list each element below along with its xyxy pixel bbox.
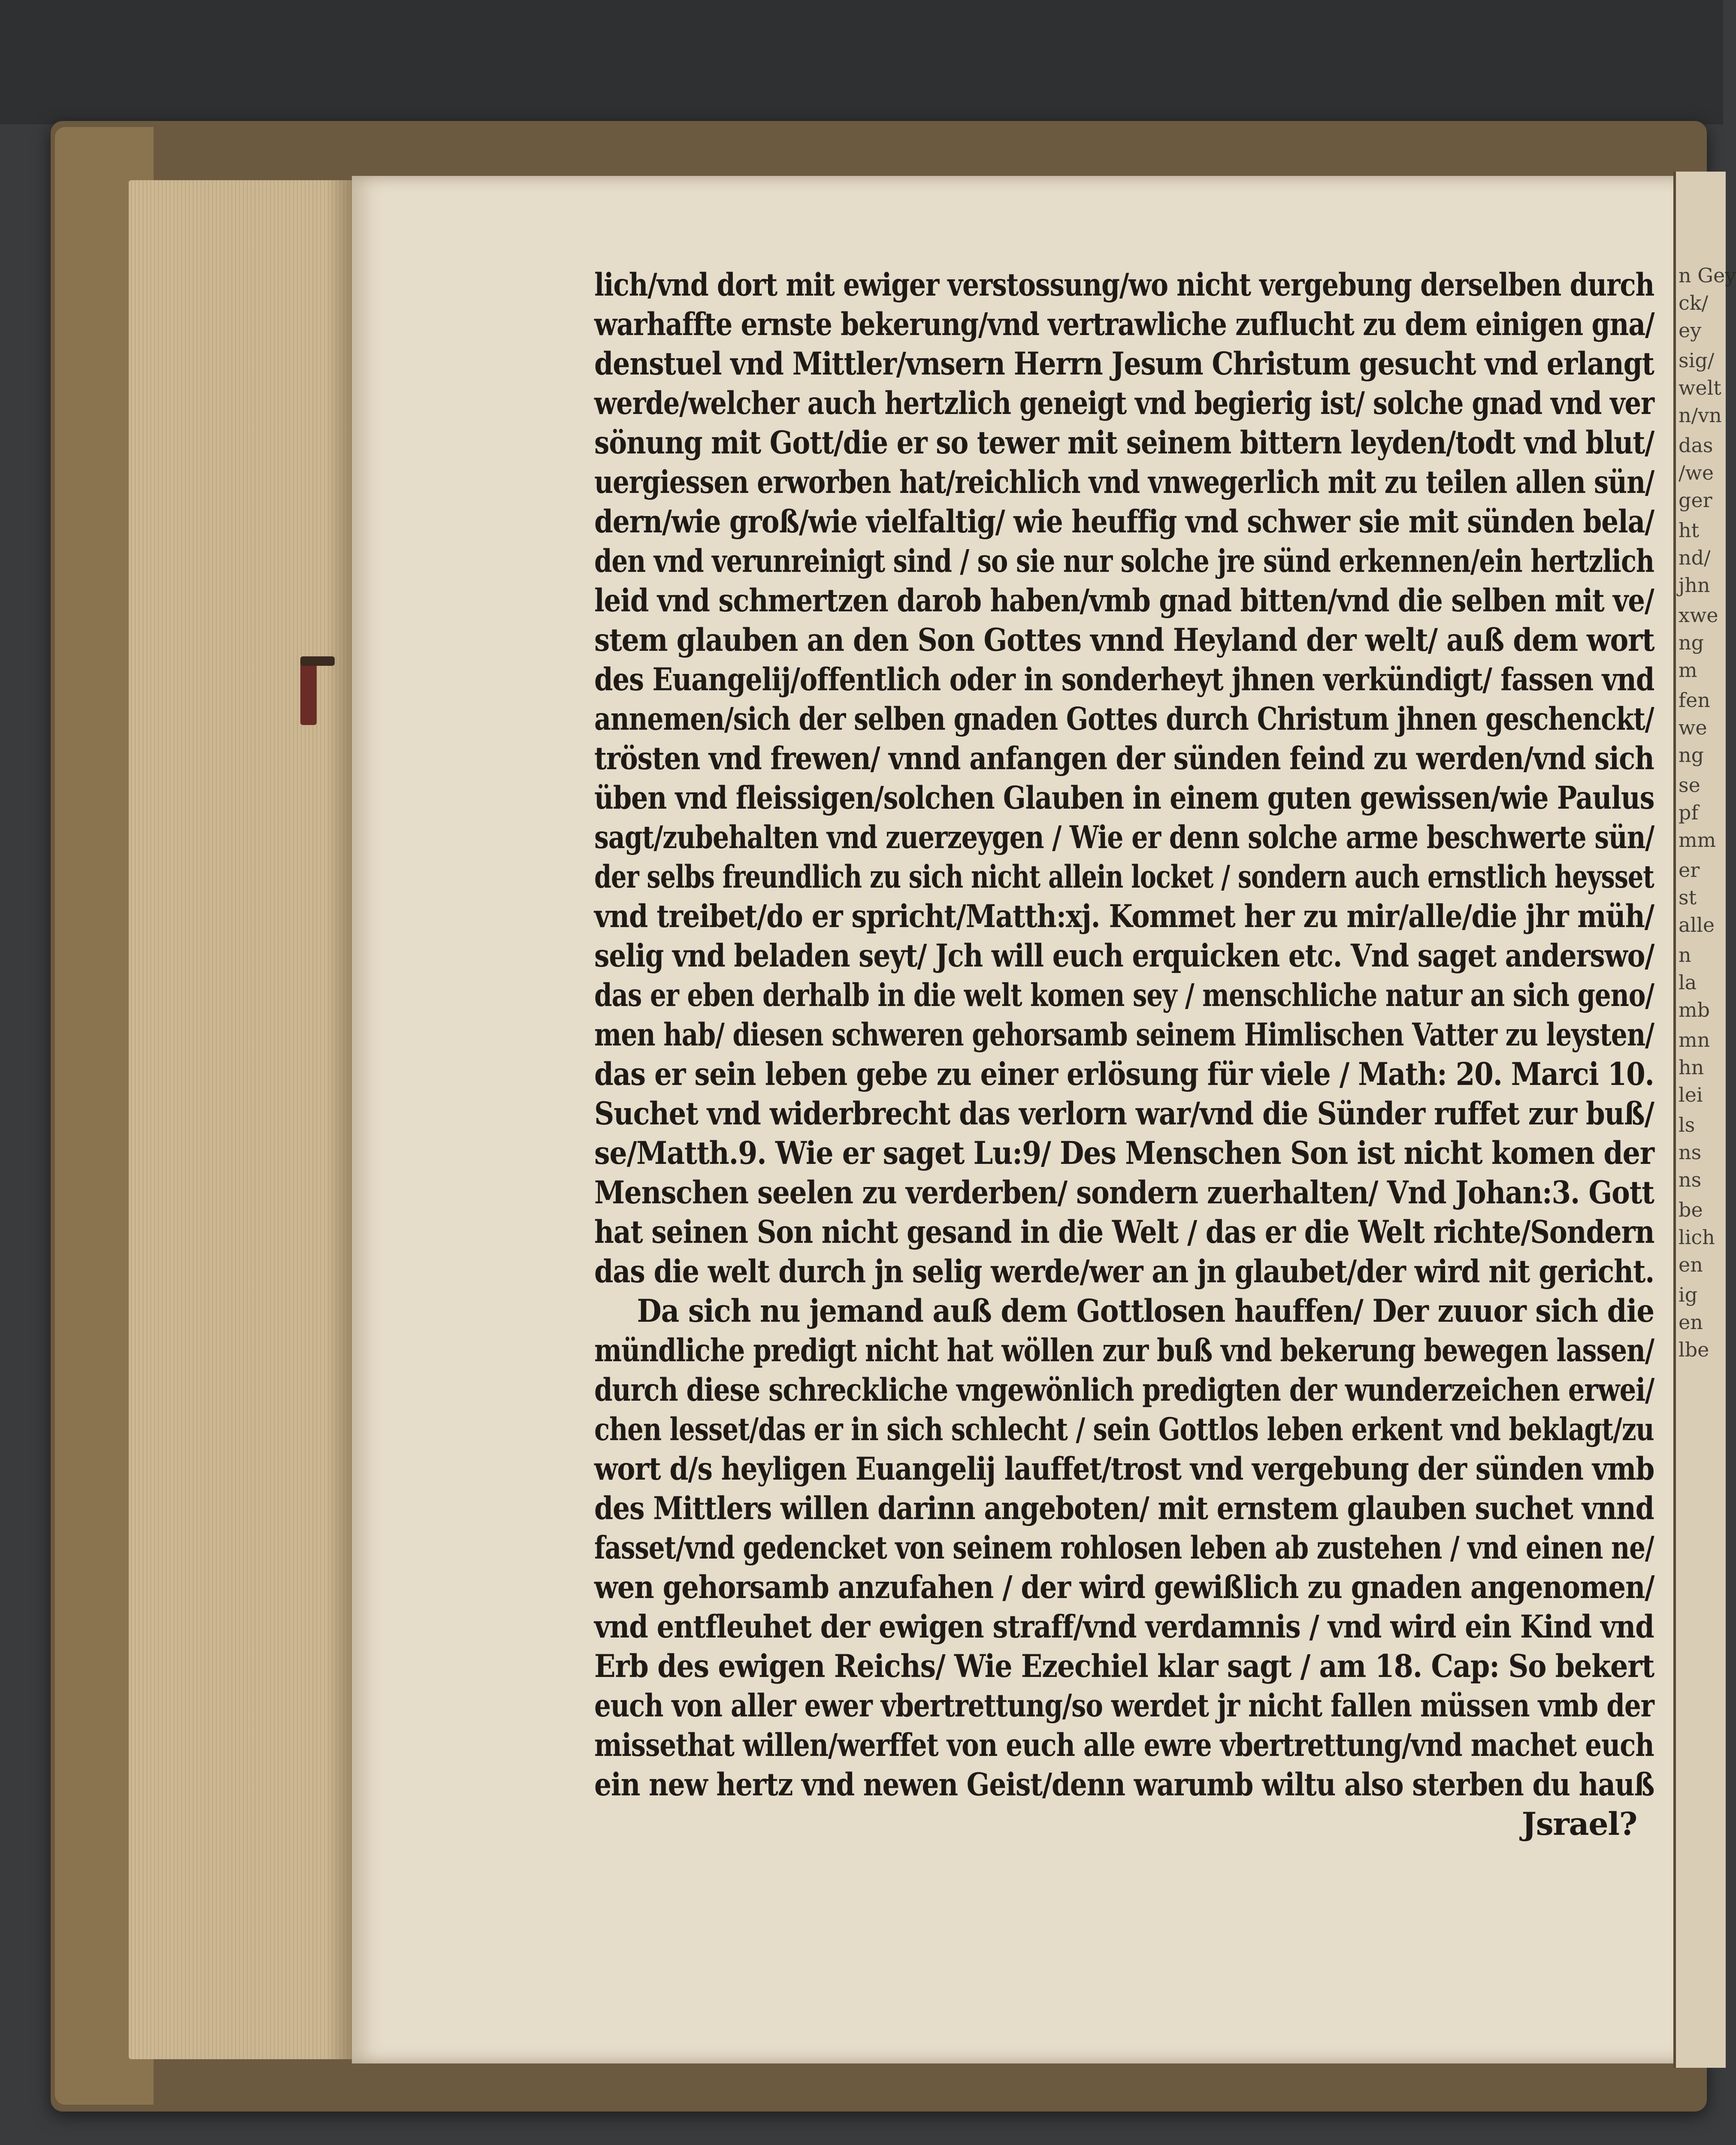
text-line: das er sein leben gebe zu einer erlösung für viele / Math: 20. Marci 10. [594, 1056, 1654, 1093]
next-page-fragment: st [1679, 886, 1697, 909]
next-page-fragment: er [1679, 858, 1700, 882]
text-line: vnd treibet/do er spricht/Matth:xj. Kommet her zu mir/alle/die jhr müh/ [594, 898, 1654, 935]
text-line: denstuel vnd Mittler/vnsern Herrn Jesum Christum gesucht vnd erlangt [594, 345, 1654, 382]
text-line: men hab/ diesen schweren gehorsamb seinem Himlischen Vatter zu leysten/ [594, 1016, 1654, 1053]
next-page-fragment: alle [1679, 913, 1715, 937]
text-line: wort d/s heyligen Euangelij lauffet/trost vnd vergebung der sünden vmb [594, 1450, 1654, 1487]
ribbon-marker-icon [300, 661, 317, 725]
next-page-fragment: /we [1679, 461, 1714, 484]
next-page-fragment: m [1679, 659, 1697, 682]
next-page-fragment: sig/ [1679, 349, 1715, 372]
text-line: den vnd verunreinigt sind / so sie nur solche jre sünd erkennen/ein hertzlich [594, 543, 1654, 580]
text-line: Erb des ewigen Reichs/ Wie Ezechiel klar sagt / am 18. Cap: So bekert [594, 1648, 1654, 1685]
next-page-fragment: se [1679, 773, 1700, 797]
next-page-fragment: ger [1679, 489, 1712, 512]
next-page-fragment: mb [1679, 998, 1710, 1021]
next-page-fragment: nd/ [1679, 546, 1711, 569]
next-page-fragment: mn [1679, 1028, 1710, 1051]
next-page-fragment: das [1679, 434, 1713, 457]
text-line: fasset/vnd gedencket von seinem rohlosen leben ab zustehen / vnd einen ne/ [594, 1529, 1654, 1566]
next-page-fragment: ns [1679, 1168, 1702, 1191]
next-page-fragment: n/vn [1679, 404, 1722, 427]
text-line: euch von aller ewer vbertrettung/so werdet jr nicht fallen müssen vmb der [594, 1687, 1654, 1724]
next-page-fragment: ig [1679, 1283, 1698, 1306]
text-line: uergiessen erworben hat/reichlich vnd vnwegerlich mit zu teilen allen sün/ [594, 464, 1654, 501]
text-line: missethat willen/werffet von euch alle ewre vbertrettung/vnd machet euch [594, 1727, 1654, 1764]
next-page-fragment: ns [1679, 1141, 1702, 1164]
text-line: Menschen seelen zu verderben/ sondern zuerhalten/ Vnd Johan:3. Gott [594, 1174, 1654, 1211]
next-page-fragment: la [1679, 971, 1697, 994]
text-line: Jsrael? [1521, 1806, 1637, 1843]
next-page-fragment: lbe [1679, 1338, 1709, 1361]
text-line: des Mittlers willen darinn angeboten/ mit ernstem glauben suchet vnnd [594, 1490, 1654, 1527]
text-line: Da sich nu jemand auß dem Gottlosen hauffen/ Der zuuor sich die [637, 1293, 1654, 1329]
text-line: lich/vnd dort mit ewiger verstossung/wo nicht vergebung derselben durch [594, 266, 1654, 303]
next-page-fragment: xwe [1679, 604, 1718, 627]
ribbon-tab-icon [300, 656, 335, 666]
next-page-text [1679, 257, 1736, 1759]
text-line: sagt/zubehalten vnd zuerzeygen / Wie er denn solche arme beschwerte sün/ [594, 819, 1654, 856]
next-page-fragment: n [1679, 943, 1691, 967]
next-page-fragment: mm [1679, 828, 1716, 852]
next-page-fragment: jhn [1679, 574, 1710, 597]
text-line: das er eben derhalb in die welt komen sey / menschliche natur an sich geno/ [594, 977, 1654, 1014]
next-page-fragment: we [1679, 716, 1707, 739]
next-page-fragment: lei [1679, 1083, 1703, 1106]
text-line: mündliche predigt nicht hat wöllen zur buß vnd bekerung bewegen lassen/ [594, 1332, 1654, 1369]
text-line: das die welt durch jn selig werde/wer an jn glaubet/der wird nit gericht. [594, 1253, 1654, 1290]
text-line: des Euangelij/offentlich oder in sonderheyt jhnen verkündigt/ fassen vnd [594, 661, 1654, 698]
next-page-fragment: en [1679, 1311, 1703, 1334]
text-line: Suchet vnd widerbrecht das verlorn war/vnd die Sünder ruffet zur buß/ [594, 1095, 1654, 1132]
text-line: chen lesset/das er in sich schlecht / sein Gottlos leben erkent vnd beklagt/zu [594, 1411, 1654, 1448]
text-line: ein new hertz vnd newen Geist/denn warumb wiltu also sterben du hauß [594, 1766, 1654, 1803]
text-line: sönung mit Gott/die er so tewer mit seinem bittern leyden/todt vnd blut/ [594, 424, 1654, 461]
text-line: se/Matth.9. Wie er saget Lu:9/ Des Menschen Son ist nicht komen der [594, 1135, 1654, 1172]
text-line: der selbs freundlich zu sich nicht allein locket / sondern auch ernstlich heysset [594, 858, 1654, 895]
next-page-fragment: ls [1679, 1113, 1695, 1136]
text-line: stem glauben an den Son Gottes vnnd Heyland der welt/ auß dem wort [594, 622, 1654, 659]
next-page-fragment: ck/ [1679, 291, 1709, 314]
text-line: leid vnd schmertzen darob haben/vmb gnad bitten/vnd die selben mit ve/ [594, 582, 1654, 619]
text-line: hat seinen Son nicht gesand in die Welt / das er die Welt richte/Sondern [594, 1214, 1654, 1251]
text-line: üben vnd fleissigen/solchen Glauben in einem guten gewissen/wie Paulus [594, 779, 1654, 816]
text-line: warhaffte ernste bekerung/vnd vertrawliche zuflucht zu dem einigen gna/ [594, 306, 1654, 343]
next-page-fragment: pf [1679, 801, 1699, 824]
next-page-fragment: ey [1679, 319, 1702, 342]
text-line: selig vnd beladen seyt/ Jch will euch erquicken etc. Vnd saget anderswo/ [594, 937, 1654, 974]
text-line: werde/welcher auch hertzlich geneigt vnd begierig ist/ solche gnad vnd ver [594, 385, 1654, 422]
scan-background [0, 0, 1723, 124]
page-fore-edge [129, 180, 352, 2059]
next-page-fragment: n Gey [1679, 264, 1736, 287]
next-page-fragment: ht [1679, 519, 1700, 542]
next-page-fragment: fen [1679, 689, 1710, 712]
next-page-fragment: welt [1679, 376, 1721, 399]
next-page-fragment: hn [1679, 1056, 1704, 1079]
next-page-fragment: lich [1679, 1226, 1715, 1249]
next-page-fragment: en [1679, 1253, 1703, 1276]
text-line: annemen/sich der selben gnaden Gottes durch Christum jhnen geschenckt/ [594, 701, 1654, 737]
text-line: vnd entfleuhet der ewigen straff/vnd verdamnis / vnd wird ein Kind vnd [594, 1608, 1654, 1645]
text-line: wen gehorsamb anzufahen / der wird gewißlich zu gnaden angenomen/ [594, 1569, 1654, 1606]
next-page-fragment: be [1679, 1198, 1703, 1221]
text-line: trösten vnd frewen/ vnnd anfangen der sünden feind zu werden/vnd sich [594, 740, 1654, 777]
text-line: dern/wie groß/wie vielfaltig/ wie heuffig vnd schwer sie mit sünden bela/ [594, 503, 1654, 540]
next-page-fragment: ng [1679, 631, 1704, 654]
text-line: durch diese schreckliche vngewönlich predigten der wunderzeichen erwei/ [594, 1372, 1654, 1408]
next-page-fragment: ng [1679, 743, 1704, 767]
body-text [594, 265, 1654, 1844]
